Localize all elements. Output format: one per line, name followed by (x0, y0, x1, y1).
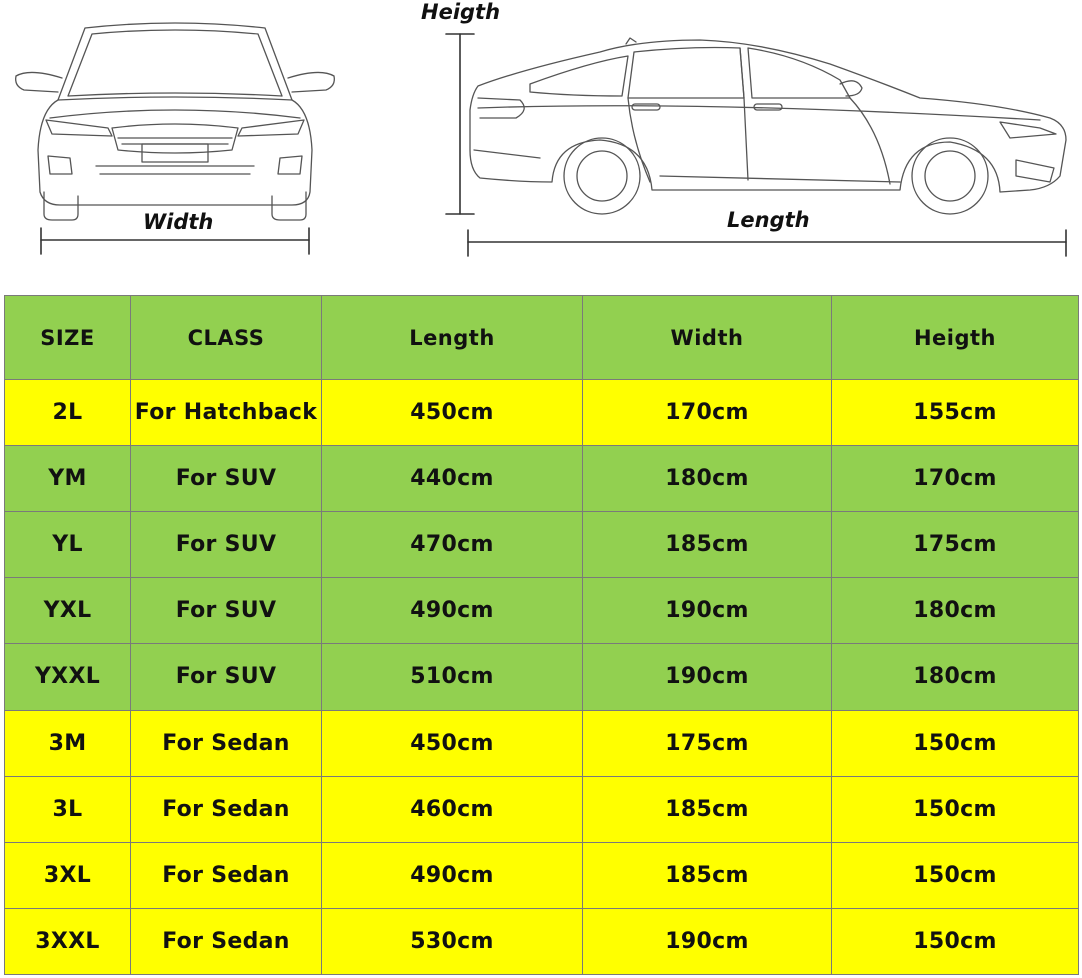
table-row (5, 380, 1079, 446)
cell-length: 490cm (322, 842, 583, 908)
header-size: SIZE (5, 296, 131, 380)
cell-size: 3XL (5, 842, 131, 908)
cell-size: 3L (5, 776, 131, 842)
length-dimension-line (468, 230, 1066, 256)
car-outline-drawings (0, 0, 1082, 295)
cell-width: 175cm (583, 710, 832, 776)
cell-length: 510cm (322, 644, 583, 710)
cell-height: 150cm (832, 776, 1079, 842)
cell-height: 155cm (832, 380, 1079, 446)
size-chart-table (4, 295, 1079, 975)
cell-size: YXXL (5, 644, 131, 710)
cell-height: 180cm (832, 578, 1079, 644)
cell-height: 175cm (832, 512, 1079, 578)
cell-class: For SUV (131, 578, 322, 644)
cell-length: 450cm (322, 710, 583, 776)
table-header-row (5, 296, 1079, 380)
cell-size: YL (5, 512, 131, 578)
cell-length: 460cm (322, 776, 583, 842)
cell-width: 185cm (583, 512, 832, 578)
cell-class: For Hatchback (131, 380, 322, 446)
table-row (5, 644, 1079, 710)
table-body (5, 380, 1079, 975)
height-label: Heigth (421, 0, 501, 24)
table-row (5, 908, 1079, 974)
car-dimension-diagram (0, 0, 1082, 295)
cell-width: 185cm (583, 776, 832, 842)
cell-width: 190cm (583, 908, 832, 974)
cell-width: 180cm (583, 446, 832, 512)
cell-length: 490cm (322, 578, 583, 644)
length-label: Length (727, 208, 810, 232)
cell-class: For SUV (131, 446, 322, 512)
cell-width: 185cm (583, 842, 832, 908)
car-front-view-icon (16, 23, 335, 220)
cell-height: 150cm (832, 908, 1079, 974)
cell-class: For Sedan (131, 710, 322, 776)
cell-class: For SUV (131, 512, 322, 578)
cell-length: 530cm (322, 908, 583, 974)
header-class: CLASS (131, 296, 322, 380)
cell-length: 470cm (322, 512, 583, 578)
cell-width: 190cm (583, 644, 832, 710)
cell-width: 190cm (583, 578, 832, 644)
cell-height: 180cm (832, 644, 1079, 710)
cell-size: 2L (5, 380, 131, 446)
cell-class: For Sedan (131, 776, 322, 842)
table-row (5, 446, 1079, 512)
table-row (5, 842, 1079, 908)
cell-width: 170cm (583, 380, 832, 446)
cell-class: For Sedan (131, 842, 322, 908)
header-width: Width (583, 296, 832, 380)
cell-height: 150cm (832, 710, 1079, 776)
cell-class: For SUV (131, 644, 322, 710)
header-length: Length (322, 296, 583, 380)
table-row (5, 578, 1079, 644)
cell-height: 170cm (832, 446, 1079, 512)
cell-length: 440cm (322, 446, 583, 512)
cell-size: YM (5, 446, 131, 512)
car-side-view-icon (470, 38, 1066, 214)
table-row (5, 512, 1079, 578)
table-row (5, 710, 1079, 776)
table-row (5, 776, 1079, 842)
cell-size: 3XXL (5, 908, 131, 974)
cell-size: 3M (5, 710, 131, 776)
width-label: Width (143, 210, 214, 234)
header-height: Heigth (832, 296, 1079, 380)
cell-size: YXL (5, 578, 131, 644)
cell-height: 150cm (832, 842, 1079, 908)
cell-class: For Sedan (131, 908, 322, 974)
cell-length: 450cm (322, 380, 583, 446)
